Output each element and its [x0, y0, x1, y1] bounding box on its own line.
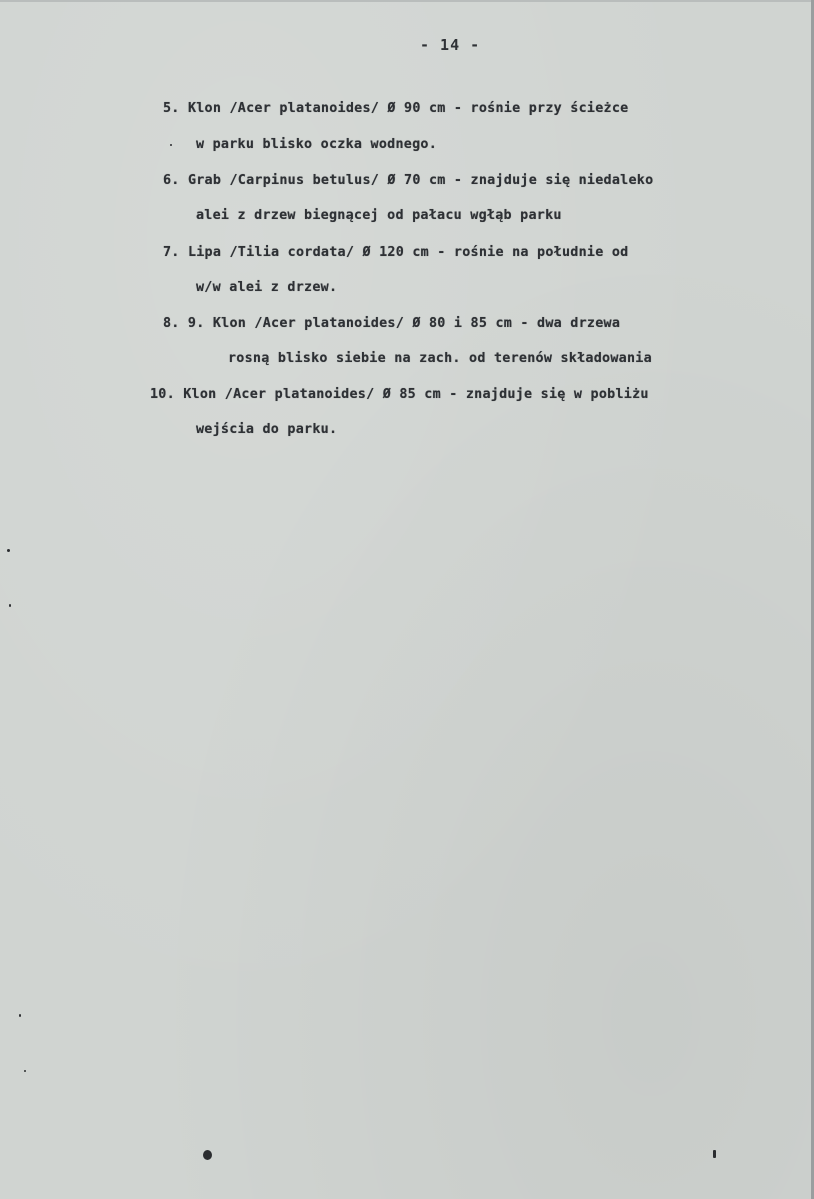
ink-mark	[713, 1150, 716, 1158]
entry-text: Klon /Acer platanoides/ Ø 85 cm - znajduje się w pobliżu	[183, 387, 649, 402]
entry-number: 5.	[163, 101, 180, 116]
entry-10-line-2: wejścia do parku.	[196, 422, 338, 437]
entry-5-line-1	[163, 101, 628, 117]
entry-8-9-line-1	[163, 316, 620, 332]
entry-text: Klon /Acer platanoides/ Ø 90 cm - rośnie przy ścieżce	[187, 101, 629, 116]
entry-text: Grab /Carpinus betulus/ Ø 70 cm - znajduje się niedaleko	[187, 173, 654, 188]
entry-10-line-1	[150, 387, 649, 403]
entry-number: 10.	[150, 387, 175, 402]
scan-speck	[24, 1070, 26, 1072]
ink-dot	[203, 1150, 212, 1160]
scan-speck	[7, 549, 10, 552]
scan-speck	[19, 1014, 21, 1017]
page-top-edge	[0, 0, 814, 2]
entry-6-line-1	[163, 173, 653, 189]
entry-number: 6.	[163, 173, 180, 188]
entry-number: 7.	[163, 245, 180, 260]
scan-speck	[9, 604, 11, 607]
entry-8-9-line-2: rosną blisko siebie na zach. od terenów składowania	[228, 351, 652, 366]
entry-7-line-1	[163, 245, 628, 261]
scan-speck	[170, 144, 172, 146]
entry-7-line-2: w/w alei z drzew.	[196, 280, 338, 295]
entry-5-line-2: w parku blisko oczka wodnego.	[196, 137, 438, 152]
entry-number: 8. 9.	[163, 316, 205, 331]
entry-text: Klon /Acer platanoides/ Ø 80 i 85 cm - dwa drzewa	[212, 316, 621, 331]
page-number: - 14 -	[420, 36, 481, 54]
entry-6-line-2: alei z drzew biegnącej od pałacu wgłąb parku	[196, 208, 562, 223]
entry-text: Lipa /Tilia cordata/ Ø 120 cm - rośnie na południe od	[187, 245, 629, 260]
